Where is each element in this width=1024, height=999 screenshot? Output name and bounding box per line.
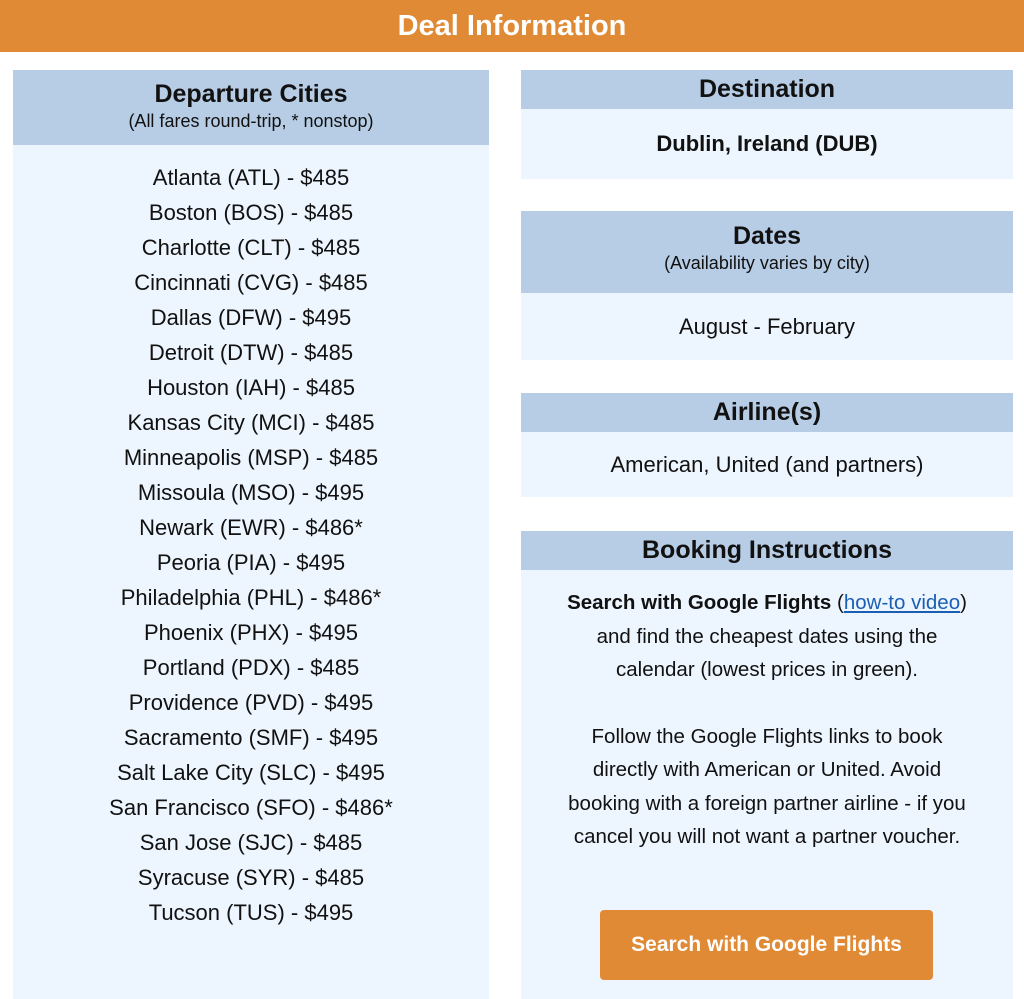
city-fare-item: Minneapolis (MSP) - $485 <box>123 445 379 470</box>
dates-subtitle: (Availability varies by city) <box>664 253 870 273</box>
dates-title: Dates <box>732 222 802 250</box>
city-fare-item: Detroit (DTW) - $485 <box>148 340 354 365</box>
city-fare-item: Salt Lake City (SLC) - $495 <box>117 760 385 785</box>
dates-value: August - February <box>678 314 856 339</box>
departure-cities-subtitle: (All fares round-trip, * nonstop) <box>128 111 374 131</box>
city-fare-item: Providence (PVD) - $495 <box>128 690 374 715</box>
booking-rest-text: ) and find the cheapest dates using the calendar (lowest prices in green). <box>596 591 967 681</box>
departure-cities-panel <box>13 70 489 999</box>
booking-bold-text: Search with Google Flights <box>567 591 832 614</box>
booking-title: Booking Instructions <box>642 536 892 564</box>
city-fare-item: Portland (PDX) - $485 <box>142 655 360 680</box>
city-fare-item: Boston (BOS) - $485 <box>148 200 354 225</box>
dates-panel <box>521 211 1013 360</box>
city-fare-item: Peoria (PIA) - $495 <box>156 550 346 575</box>
booking-paragraph-1 <box>561 586 973 687</box>
city-fare-item: Phoenix (PHX) - $495 <box>144 620 358 645</box>
airlines-title: Airline(s) <box>712 398 822 426</box>
deal-information-header: Deal Information <box>0 0 1024 52</box>
city-fare-item: Tucson (TUS) - $495 <box>148 900 354 925</box>
city-fare-item: Atlanta (ATL) - $485 <box>152 165 350 190</box>
destination-panel <box>521 70 1013 179</box>
city-fare-item: San Francisco (SFO) - $486* <box>109 795 393 820</box>
booking-paragraph-2: Follow the Google Flights links to book directly with American or United. Avoid booking with a foreign partner airline - if you cancel you will not want a partner voucher. <box>568 724 966 848</box>
city-fare-item: Sacramento (SMF) - $495 <box>123 725 379 750</box>
destination-title: Destination <box>698 75 836 103</box>
city-fare-item: Dallas (DFW) - $495 <box>150 305 352 330</box>
airlines-panel <box>521 393 1013 497</box>
city-fare-item: Philadelphia (PHL) - $486* <box>120 585 382 610</box>
booking-instructions-panel <box>521 531 1013 999</box>
city-fare-item: Cincinnati (CVG) - $485 <box>134 270 368 295</box>
how-to-video-link[interactable]: how-to video <box>843 591 961 614</box>
city-fare-item: Kansas City (MCI) - $485 <box>127 410 375 435</box>
city-fare-item: Charlotte (CLT) - $485 <box>141 235 361 260</box>
city-list <box>13 145 489 934</box>
city-fare-item: San Jose (SJC) - $485 <box>139 830 363 855</box>
search-google-flights-button[interactable]: Search with Google Flights <box>600 910 933 980</box>
city-fare-item: Houston (IAH) - $485 <box>147 375 355 400</box>
city-fare-item: Missoula (MSO) - $495 <box>137 480 365 505</box>
city-fare-item: Syracuse (SYR) - $485 <box>137 865 365 890</box>
airlines-value: American, United (and partners) <box>610 452 924 477</box>
paren-open: ( <box>831 591 844 614</box>
city-fare-item: Newark (EWR) - $486* <box>139 515 363 540</box>
destination-value: Dublin, Ireland (DUB) <box>656 131 878 156</box>
departure-cities-title: Departure Cities <box>154 80 348 108</box>
departure-cities-header <box>13 70 489 145</box>
